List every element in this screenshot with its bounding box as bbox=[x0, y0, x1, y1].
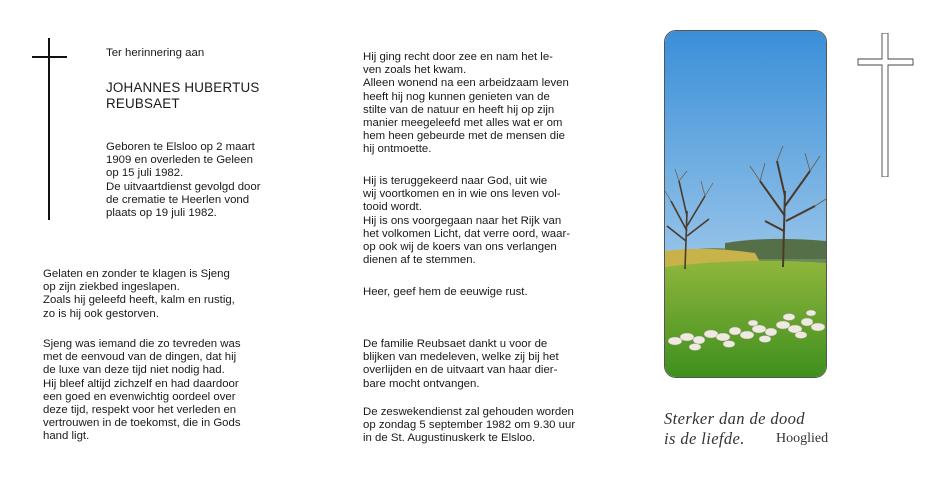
paragraph-life: Hij ging recht door zee en nam het le- ven zoals het kwam. Alleen wonend na een arbeidzaam leven heeft hij nog kunnen genieten van de stilte van de natuur en heeft hij op zijn manier meegeleefd met alles wat er om hem heen gebeurde met de mensen die hij ontmoette. bbox=[363, 51, 569, 156]
quote-line-2: is de liefde. bbox=[664, 429, 745, 448]
paragraph-character: Sjeng was iemand die zo tevreden was met de eenvoud van de dingen, dat hij de luxe van deze tijd niet nodig had. Hij bleef altijd zichzelf en had daardoor een goed en evenwichtig oordeel over deze tijd, respekt voor het verleden en vertrouwen in de toekomst, die in Gods hand ligt. bbox=[43, 338, 241, 443]
service-text: De zeswekendienst zal gehouden worden op zondag 5 september 1982 om 9.30 uur in de St. Augustinuskerk te Elsloo. bbox=[363, 406, 576, 445]
prayer-text: Heer, geef hem de eeuwige rust. bbox=[363, 286, 528, 298]
deceased-name: JOHANNES HUBERTUS REUBSAET bbox=[106, 80, 260, 111]
quote-line-1: Sterker dan de dood bbox=[664, 409, 805, 428]
quote-source: Hooglied bbox=[776, 431, 829, 446]
thanks-text: De familie Reubsaet dankt u voor de blijken van medeleven, welke zij bij het overlijden en de uitvaart van haar dier- bare mocht ontvangen. bbox=[363, 338, 559, 390]
outline-cross-icon bbox=[857, 33, 915, 177]
paragraph-peaceful-death: Gelaten en zonder te klagen is Sjeng op zijn ziekbed ingeslapen. Zoals hij geleefd heeft, kalm en rustig, zo is hij ook gestorven. bbox=[43, 268, 235, 320]
paragraph-faith: Hij is teruggekeerd naar God, uit wie wij voortkomen en in wie ons leven vol- tooid wordt. Hij is ons voorgegaan naar het Rijk van het volkomen Licht, dat verre oord, waar- op ook wij de koers van ons verlangen dienen af te stemmen. bbox=[363, 175, 571, 267]
intro-text: Ter herinnering aan bbox=[106, 47, 205, 59]
biography-text: Geboren te Elsloo op 2 maart 1909 en overleden te Geleen op 15 juli 1982. De uitvaartdienst gevolgd door de crematie te Heerlen vond plaats op 19 juli 1982. bbox=[106, 141, 261, 220]
landscape-photo bbox=[664, 30, 827, 378]
